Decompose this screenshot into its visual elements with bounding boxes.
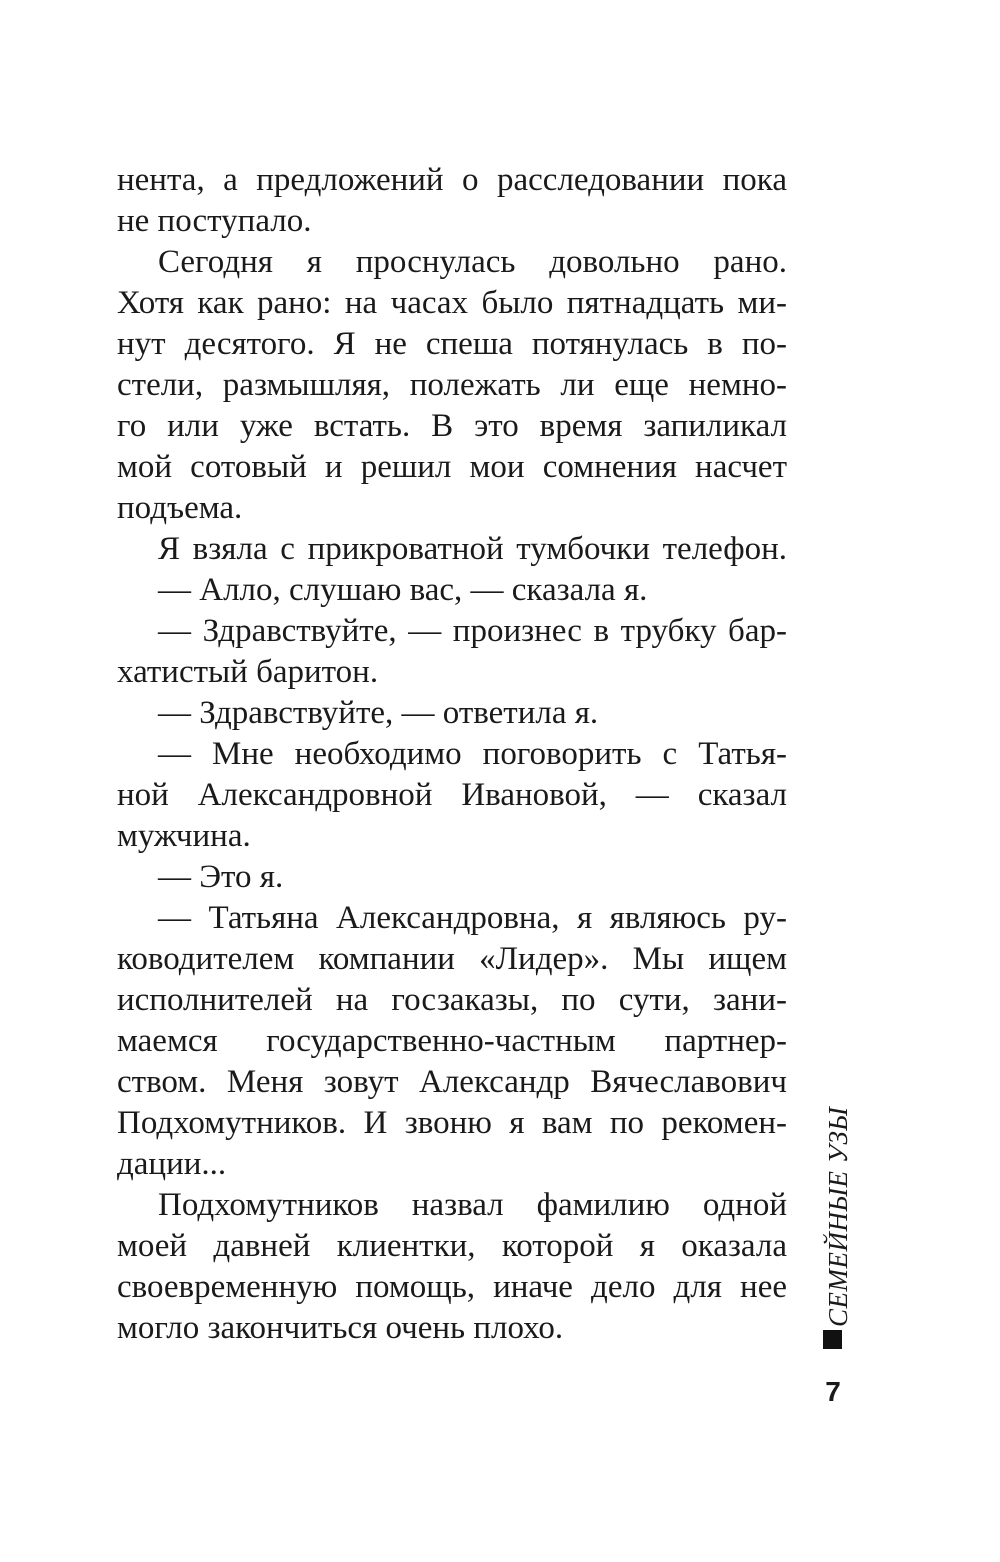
text-line: Подхомутников. И звоню я вам по рекомен- [117,1105,787,1141]
text-line: мужчина. [117,818,251,854]
running-head-title: СЕМЕЙНЫЕ УЗЫ [823,1106,853,1327]
text-line: ной Александровной Ивановой, — сказал [117,777,787,813]
text-line: нут десятого. Я не спеша потянулась в по- [117,326,787,362]
text-line: нента, а предложений о расследовании пока [117,162,787,198]
text-line: стели, размышляя, полежать ли еще немно- [117,367,787,403]
text-line: — Татьяна Александровна, я являюсь ру- [158,900,787,936]
text-line: Подхомутников назвал фамилию одной [158,1187,787,1223]
text-line: Я взяла с прикроватной тумбочки телефон. [158,531,787,567]
text-line: маемся государственно-частным партнер- [117,1023,787,1059]
text-line: моей давней клиентки, которой я оказала [117,1228,787,1264]
body-text [117,160,787,1349]
text-line: не поступало. [117,203,312,239]
text-line: — Здравствуйте, — ответила я. [158,695,599,731]
text-line: дации... [117,1146,227,1182]
text-line: ством. Меня зовут Александр Вячеславович [117,1064,787,1100]
text-line: — Здравствуйте, — произнес в трубку бар- [158,613,787,649]
text-line: подъема. [117,490,243,526]
text-line: — Это я. [158,859,284,895]
text-line: Сегодня я проснулась довольно рано. [158,244,787,280]
page-number: 7 [825,1376,841,1407]
text-line: го или уже встать. В это время запиликал [117,408,787,444]
text-line: мой сотовый и решил мои сомнения насчет [117,449,787,485]
text-line: своевременную помощь, иначе дело для нее [117,1269,787,1305]
text-line: — Алло, слушаю вас, — сказала я. [158,572,648,608]
text-line: хатистый баритон. [117,654,379,690]
text-line: могло закончиться очень плохо. [117,1310,564,1346]
square-marker-icon [823,1330,842,1349]
text-line: Хотя как рано: на часах было пятнадцать ми- [117,285,787,321]
text-line: ководителем компании «Лидер». Мы ищем [117,941,787,977]
text-line: — Мне необходимо поговорить с Татья- [158,736,787,772]
text-line: исполнителей на госзаказы, по сути, зани- [117,982,787,1018]
